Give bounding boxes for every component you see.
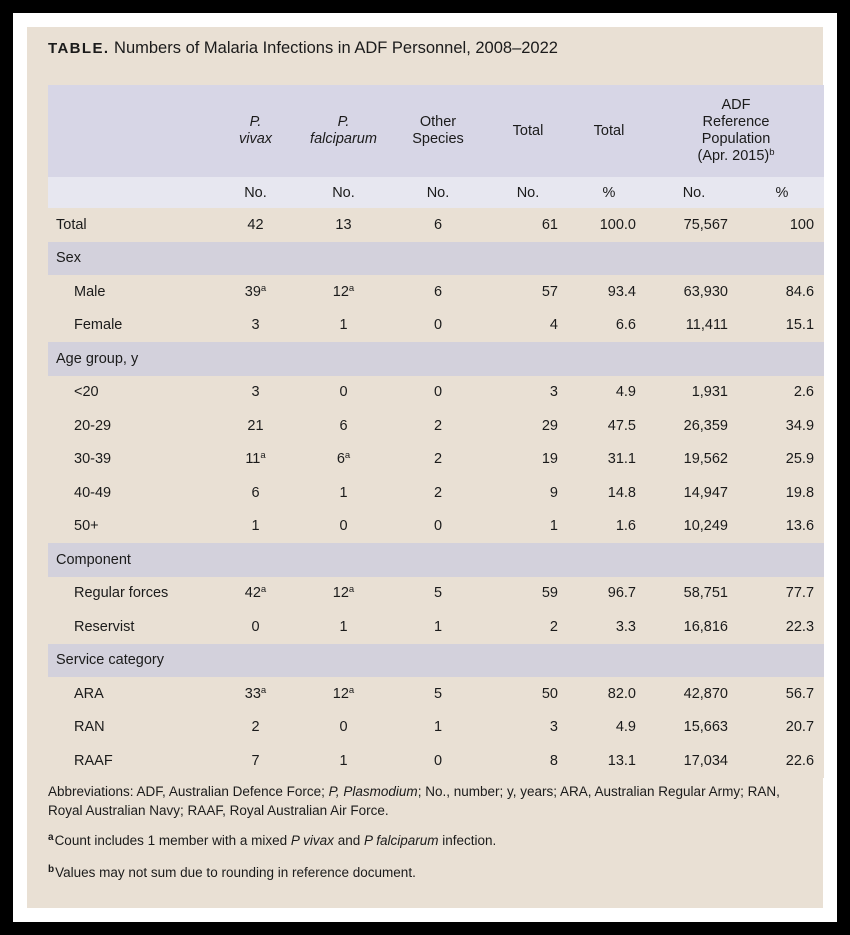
cell-value: 20.7 (785, 719, 815, 736)
cell-value: 42 (247, 216, 264, 233)
header-cell-p-falciparum (297, 85, 390, 177)
cell-value: 3 (251, 384, 260, 401)
cell-value: 77.7 (785, 585, 815, 602)
cell-value: 6 (433, 216, 443, 233)
row-value (570, 677, 648, 711)
row-value (390, 711, 486, 745)
footnote-b-marker: b (48, 864, 55, 875)
row-label: 20-29 (48, 409, 214, 443)
row-value (214, 275, 297, 309)
figure-body (27, 27, 823, 908)
row-value (390, 510, 486, 544)
cell-value: 3 (549, 384, 558, 401)
cell-value: 2 (251, 719, 260, 736)
cell-value: 84.6 (785, 283, 815, 300)
table-title (48, 38, 807, 59)
footnote-a-italic-2: P falciparum (363, 833, 439, 848)
cell-value: 57 (541, 283, 558, 300)
row-value (486, 744, 570, 778)
cell-footnote-marker: a (260, 584, 267, 596)
header-p-vivax-line2: vivax (238, 131, 273, 147)
row-value (648, 208, 740, 242)
footnote-a-pre: Count includes 1 member with a mixed (54, 833, 291, 848)
cell-value: 6.6 (615, 317, 636, 334)
footnote-abbrev-rest: ; No., number; y, years; ARA, Australian Regular Army; RAN, Royal Australian Navy; RAAF, Royal Australian Air Force. (48, 784, 780, 818)
row-label: 30-39 (48, 443, 214, 477)
row-value (214, 577, 297, 611)
cell-value: 2.6 (793, 384, 815, 401)
cell-value: 50 (541, 685, 558, 702)
row-value (740, 275, 824, 309)
cell-value: 1 (339, 752, 348, 769)
row-value (486, 677, 570, 711)
cell-value: 17,034 (683, 752, 728, 769)
cell-value: 14,947 (683, 484, 728, 501)
section-label: Service category (48, 644, 824, 678)
cell-value: 2 (549, 618, 558, 635)
cell-value: 42 (244, 585, 261, 602)
row-value (214, 409, 297, 443)
section-label: Component (48, 543, 824, 577)
cell-value: 0 (433, 317, 443, 334)
row-value (648, 677, 740, 711)
row-value (214, 510, 297, 544)
cell-value: 11 (245, 451, 261, 468)
cell-value: 63,930 (683, 283, 728, 300)
header-adf-line3: Population (701, 131, 771, 147)
cell-value: 12 (332, 685, 349, 702)
subheader-cell-2: No. (297, 177, 390, 208)
cell-value: 100.0 (599, 216, 636, 233)
row-value (570, 443, 648, 477)
table-row (48, 443, 824, 477)
cell-value: 0 (339, 518, 348, 535)
row-value (297, 443, 390, 477)
cell-value: 0 (433, 518, 443, 535)
footnote-a-mid: and (333, 833, 364, 848)
cell-value: 1 (339, 317, 348, 334)
row-value (297, 510, 390, 544)
row-value (486, 376, 570, 410)
table-header-row-main (48, 85, 824, 177)
section-label: Age group, y (48, 342, 824, 376)
footnote-b-text: Values may not sum due to rounding in reference document. (55, 865, 416, 880)
subheader-cell-5: % (570, 177, 648, 208)
cell-footnote-marker: a (260, 282, 267, 294)
cell-value: 11,411 (685, 317, 728, 334)
cell-value: 42,870 (683, 685, 728, 702)
cell-value: 1,931 (691, 384, 728, 401)
cell-footnote-marker: a (348, 282, 355, 294)
cell-value: 19,562 (683, 451, 728, 468)
row-value (648, 577, 740, 611)
table-row (48, 744, 824, 778)
row-value (648, 275, 740, 309)
row-label: Reservist (48, 610, 214, 644)
subheader-cell-rowlabel (48, 177, 214, 208)
row-value (740, 744, 824, 778)
table-row (48, 610, 824, 644)
row-value (390, 409, 486, 443)
cell-value: 1 (251, 518, 260, 535)
cell-value: 25.9 (785, 451, 815, 468)
cell-value: 19 (541, 451, 558, 468)
cell-value: 0 (433, 384, 443, 401)
cell-value: 12 (332, 585, 349, 602)
subheader-cell-1: No. (214, 177, 297, 208)
table-row (48, 677, 824, 711)
cell-value: 6 (339, 417, 348, 434)
cell-value: 75,567 (683, 216, 728, 233)
footnote-a-marker: a (48, 832, 54, 843)
table-row (48, 208, 824, 242)
cell-footnote-marker: a (260, 684, 267, 696)
cell-value: 4.9 (615, 719, 636, 736)
footnote-a (48, 831, 805, 850)
row-label: Male (48, 275, 214, 309)
row-label: Total (48, 208, 214, 242)
cell-value: 15.1 (785, 317, 815, 334)
table-header (48, 85, 824, 208)
row-value (390, 577, 486, 611)
row-value (648, 409, 740, 443)
row-value (486, 309, 570, 343)
row-value (648, 744, 740, 778)
row-value (648, 610, 740, 644)
row-label: 40-49 (48, 476, 214, 510)
table-title-text: Numbers of Malaria Infections in ADF Personnel, 2008–2022 (114, 39, 558, 57)
header-cell-p-vivax (214, 85, 297, 177)
table-row (48, 577, 824, 611)
header-p-falciparum-line2: falciparum (310, 131, 377, 147)
table-row (48, 510, 824, 544)
cell-value: 47.5 (607, 417, 636, 434)
row-value (486, 208, 570, 242)
header-total-no-label: Total (512, 122, 544, 139)
table-section-row (48, 543, 824, 577)
row-value (214, 711, 297, 745)
row-value (214, 309, 297, 343)
footnote-abbrev-lead: Abbreviations: ADF, Australian Defence Force; (48, 784, 329, 799)
cell-value: 61 (541, 216, 558, 233)
row-value (214, 744, 297, 778)
row-value (740, 376, 824, 410)
subheader-cell-6: No. (648, 177, 740, 208)
cell-value: 15,663 (683, 719, 728, 736)
table-row (48, 376, 824, 410)
row-value (486, 409, 570, 443)
cell-value: 3 (549, 719, 558, 736)
table-header-row-units (48, 177, 824, 208)
header-adf-line2: Reference (702, 114, 770, 130)
cell-value: 13.6 (785, 518, 815, 535)
row-value (297, 677, 390, 711)
row-value (486, 443, 570, 477)
table-section-row (48, 644, 824, 678)
table-footnotes (48, 782, 805, 882)
header-cell-other-species (390, 85, 486, 177)
header-other-species-line1: Other (419, 114, 457, 130)
cell-value: 1 (549, 518, 558, 535)
row-value (297, 610, 390, 644)
cell-value: 8 (549, 752, 558, 769)
table-row (48, 711, 824, 745)
cell-value: 100 (789, 216, 815, 233)
row-value (297, 309, 390, 343)
cell-value: 0 (251, 618, 260, 635)
row-value (297, 208, 390, 242)
subheader-cell-3: No. (390, 177, 486, 208)
cell-footnote-marker: a (348, 584, 355, 596)
row-value (390, 476, 486, 510)
row-value (570, 409, 648, 443)
footnote-b (48, 863, 805, 882)
row-value (740, 208, 824, 242)
cell-footnote-marker: a (344, 450, 351, 462)
cell-value: 56.7 (785, 685, 815, 702)
cell-value: 29 (541, 417, 558, 434)
row-value (486, 610, 570, 644)
cell-value: 96.7 (607, 585, 636, 602)
table-body (48, 208, 824, 778)
figure-white-mat (13, 13, 837, 922)
row-value (570, 208, 648, 242)
malaria-infections-table (48, 85, 824, 778)
cell-value: 1 (339, 484, 348, 501)
row-value (297, 476, 390, 510)
row-value (214, 677, 297, 711)
header-adf-line4: (Apr. 2015) (697, 148, 770, 164)
row-value (570, 275, 648, 309)
cell-value: 39 (244, 283, 261, 300)
row-value (297, 376, 390, 410)
row-value (486, 476, 570, 510)
cell-value: 12 (332, 283, 349, 300)
row-value (297, 711, 390, 745)
cell-value: 6 (251, 484, 260, 501)
cell-value: 2 (433, 451, 443, 468)
header-p-falciparum-line1: P. (337, 114, 350, 130)
cell-value: 5 (433, 685, 443, 702)
cell-value: 13 (335, 216, 352, 233)
row-label: Female (48, 309, 214, 343)
row-value (297, 275, 390, 309)
cell-value: 10,249 (683, 518, 728, 535)
table-row (48, 476, 824, 510)
row-value (390, 275, 486, 309)
row-value (740, 610, 824, 644)
section-label: Sex (48, 242, 824, 276)
row-value (740, 510, 824, 544)
cell-value: 6 (433, 283, 443, 300)
row-value (214, 208, 297, 242)
row-value (740, 443, 824, 477)
row-value (297, 577, 390, 611)
row-value (390, 309, 486, 343)
row-label: <20 (48, 376, 214, 410)
row-value (648, 711, 740, 745)
row-value (648, 476, 740, 510)
header-cell-adf-reference-population (648, 85, 824, 177)
cell-value: 16,816 (683, 618, 728, 635)
cell-value: 5 (433, 585, 443, 602)
cell-value: 22.3 (785, 618, 815, 635)
cell-value: 26,359 (683, 417, 728, 434)
cell-value: 3.3 (615, 618, 636, 635)
row-value (740, 309, 824, 343)
header-cell-rowlabel (48, 85, 214, 177)
cell-footnote-marker: a (348, 684, 355, 696)
row-value (570, 610, 648, 644)
cell-value: 4.9 (615, 384, 636, 401)
table-section-row (48, 242, 824, 276)
footnote-abbrev-italic-term: P, Plasmodium (328, 784, 418, 799)
table-row (48, 309, 824, 343)
row-value (648, 510, 740, 544)
table-section-row (48, 342, 824, 376)
cell-value: 1 (433, 618, 443, 635)
cell-value: 7 (251, 752, 260, 769)
row-value (297, 409, 390, 443)
header-adf-footnote-marker: b (769, 147, 775, 158)
row-value (390, 376, 486, 410)
row-value (570, 376, 648, 410)
cell-value: 33 (244, 685, 261, 702)
row-value (390, 443, 486, 477)
row-value (570, 510, 648, 544)
row-value (648, 443, 740, 477)
row-value (570, 476, 648, 510)
cell-value: 2 (433, 417, 443, 434)
cell-value: 1.6 (615, 518, 636, 535)
row-value (214, 376, 297, 410)
row-value (390, 208, 486, 242)
row-value (390, 744, 486, 778)
row-value (570, 309, 648, 343)
cell-value: 13.1 (607, 752, 636, 769)
table-row (48, 275, 824, 309)
cell-value: 4 (549, 317, 558, 334)
header-other-species-line2: Species (412, 131, 464, 147)
cell-value: 31.1 (607, 451, 636, 468)
table-row (48, 409, 824, 443)
footnote-abbreviations (48, 782, 805, 820)
cell-value: 1 (339, 618, 348, 635)
row-label: RAAF (48, 744, 214, 778)
row-value (486, 577, 570, 611)
row-value (648, 376, 740, 410)
header-adf-line1: ADF (721, 97, 751, 113)
cell-value: 3 (251, 317, 260, 334)
cell-value: 9 (549, 484, 558, 501)
row-label: Regular forces (48, 577, 214, 611)
header-total-pct-label: Total (593, 122, 625, 139)
header-cell-total-pct (570, 85, 648, 177)
cell-value: 6 (336, 451, 345, 468)
row-value (390, 677, 486, 711)
row-value (740, 476, 824, 510)
row-value (214, 610, 297, 644)
row-label: RAN (48, 711, 214, 745)
subheader-cell-7: % (740, 177, 824, 208)
cell-value: 22.6 (785, 752, 815, 769)
row-label: ARA (48, 677, 214, 711)
cell-value: 2 (433, 484, 443, 501)
row-value (486, 275, 570, 309)
row-value (740, 677, 824, 711)
cell-value: 0 (339, 384, 348, 401)
table-title-kicker: TABLE. (48, 40, 110, 57)
cell-value: 0 (433, 752, 443, 769)
cell-value: 82.0 (607, 685, 636, 702)
header-p-vivax-line1: P. (249, 114, 262, 130)
row-value (740, 409, 824, 443)
row-label: 50+ (48, 510, 214, 544)
row-value (390, 610, 486, 644)
cell-value: 19.8 (785, 484, 815, 501)
cell-value: 1 (433, 719, 443, 736)
cell-value: 59 (541, 585, 558, 602)
header-cell-total-no (486, 85, 570, 177)
row-value (214, 443, 297, 477)
cell-value: 0 (339, 719, 348, 736)
row-value (297, 744, 390, 778)
footnote-a-post: infection. (438, 833, 497, 848)
row-value (486, 711, 570, 745)
subheader-cell-4: No. (486, 177, 570, 208)
cell-value: 34.9 (785, 417, 815, 434)
row-value (570, 711, 648, 745)
row-value (740, 577, 824, 611)
cell-footnote-marker: a (260, 450, 266, 462)
row-value (740, 711, 824, 745)
cell-value: 58,751 (683, 585, 728, 602)
row-value (214, 476, 297, 510)
cell-value: 21 (247, 417, 264, 434)
row-value (486, 510, 570, 544)
footnote-a-italic-1: P vivax (290, 833, 334, 848)
cell-value: 14.8 (607, 484, 636, 501)
row-value (570, 577, 648, 611)
row-value (648, 309, 740, 343)
row-value (570, 744, 648, 778)
cell-value: 93.4 (607, 283, 636, 300)
